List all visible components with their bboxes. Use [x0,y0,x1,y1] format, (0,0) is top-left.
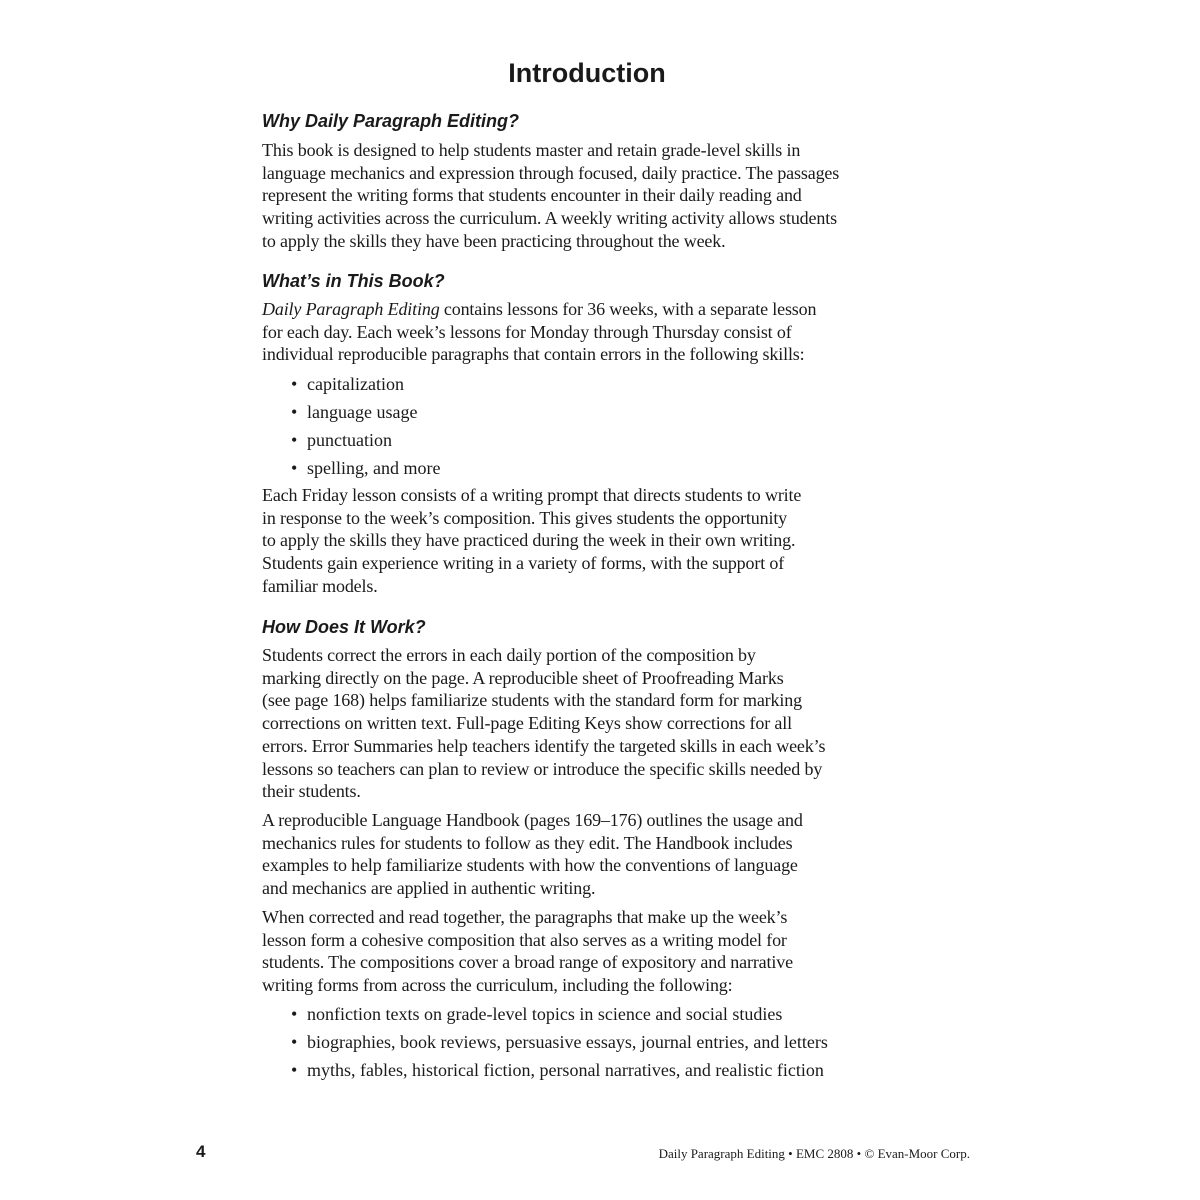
text-line: (see page 168) helps familiarize students with the standard form for marking [262,690,802,711]
section-heading-how: How Does It Work? [262,617,426,637]
text-line: familiar models. [262,575,378,596]
text-line: to apply the skills they have practiced during the week in their own writing. [262,530,796,551]
text-line: represent the writing forms that students encounter in their daily reading and [262,185,802,206]
list-item: • spelling, and more [291,458,441,478]
list-item: • language usage [291,402,418,422]
text-line: corrections on written text. Full-page Editing Keys show corrections for all [262,713,792,734]
text-line [262,298,922,321]
paragraph-how-1 [262,644,922,803]
text-line: individual reproducible paragraphs that contain errors in the following skills: [262,344,805,365]
book-title-italic: Daily Paragraph Editing [262,299,440,319]
paragraph-friday [262,484,922,598]
text-line: and mechanics are applied in authentic writing. [262,878,596,899]
list-item: • capitalization [291,374,404,394]
text-line: lesson form a cohesive composition that also serves as a writing model for [262,929,787,950]
text-line: mechanics rules for students to follow as they edit. The Handbook includes [262,832,793,853]
text-line: Each Friday lesson consists of a writing prompt that directs students to write [262,485,802,505]
skills-list [291,370,440,482]
list-item: • biographies, book reviews, persuasive essays, journal entries, and letters [291,1032,828,1052]
page-number: 4 [196,1142,206,1161]
text-line: examples to help familiarize students with how the conventions of language [262,855,798,876]
text-line: for each day. Each week’s lessons for Monday through Thursday consist of [262,321,792,342]
list-item: • myths, fables, historical fiction, personal narratives, and realistic fiction [291,1060,824,1080]
forms-list [291,1000,828,1084]
section-heading-why: Why Daily Paragraph Editing? [262,111,520,131]
text-line: to apply the skills they have been practicing throughout the week. [262,230,726,251]
footer-credit: Daily Paragraph Editing • EMC 2808 • © Evan-Moor Corp. [658,1146,970,1161]
paragraph-why [262,139,922,253]
text-line: This book is designed to help students master and retain grade-level skills in [262,140,801,160]
text-line: lessons so teachers can plan to review or introduce the specific skills needed by [262,758,823,779]
text-line: When corrected and read together, the paragraphs that make up the week’s [262,907,788,927]
text-line: Students gain experience writing in a variety of forms, with the support of [262,553,785,574]
text-line: writing activities across the curriculum. A weekly writing activity allows students [262,208,837,229]
text-line: writing forms from across the curriculum, including the following: [262,975,733,996]
text-line: students. The compositions cover a broad range of expository and narrative [262,952,793,973]
text-line: errors. Error Summaries help teachers identify the targeted skills in each week’s [262,735,826,756]
text-line: language mechanics and expression through focused, daily practice. The passages [262,162,840,183]
text-run: contains lessons for 36 weeks, with a separate lesson [439,299,817,319]
paragraph-how-3 [262,906,922,997]
text-line: A reproducible Language Handbook (pages 169–176) outlines the usage and [262,810,803,830]
text-line: in response to the week’s composition. This gives students the opportunity [262,507,788,528]
paragraph-whats [262,298,922,366]
paragraph-how-2 [262,809,922,900]
list-item: • punctuation [291,430,392,450]
text-line: marking directly on the page. A reproducible sheet of Proofreading Marks [262,667,784,688]
list-item: • nonfiction texts on grade-level topics in science and social studies [291,1004,783,1024]
page-title: Introduction [508,58,666,88]
text-line: their students. [262,781,361,802]
text-line: Students correct the errors in each daily portion of the composition by [262,645,756,665]
section-heading-whats: What’s in This Book? [262,271,445,291]
